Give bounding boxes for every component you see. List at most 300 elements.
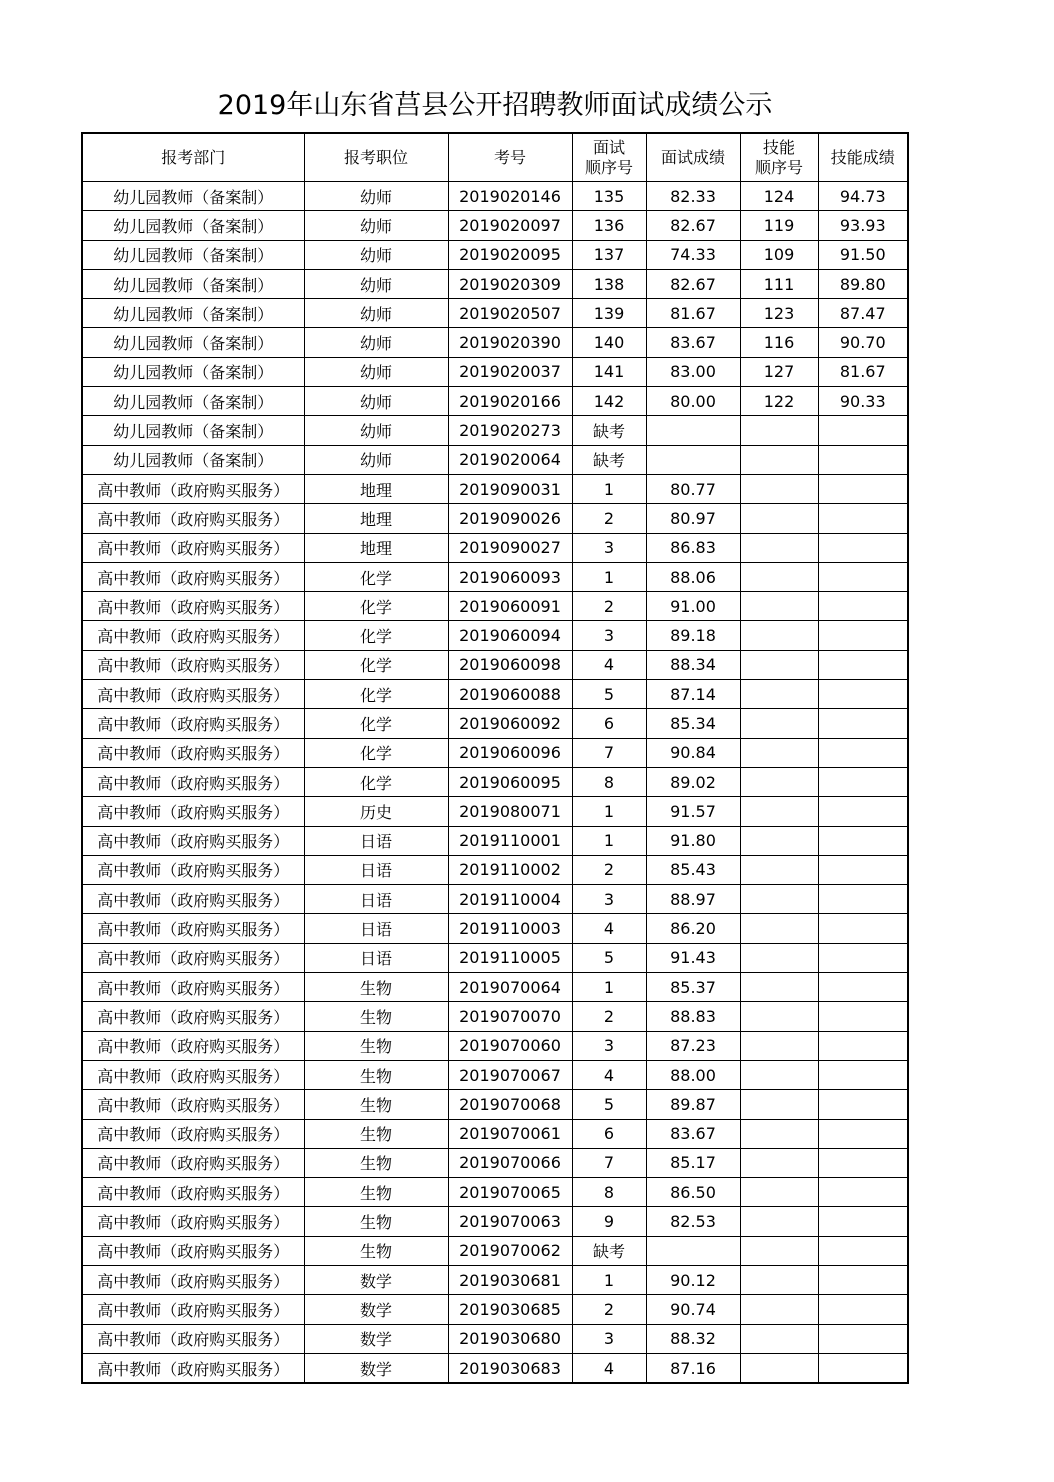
header-line: 报考部门 — [161, 147, 226, 167]
exam-number-cell: 2019110005 — [448, 943, 572, 972]
exam-number-cell: 2019070070 — [448, 1002, 572, 1031]
skill-score-cell — [818, 914, 908, 943]
dept-cell: 幼儿园教师（备案制） — [82, 240, 304, 269]
skill-order-cell — [740, 474, 818, 503]
interview-score-cell: 86.20 — [646, 914, 740, 943]
position-cell: 日语 — [304, 826, 448, 855]
position-cell: 生物 — [304, 1148, 448, 1177]
dept-cell: 高中教师（政府购买服务） — [82, 1178, 304, 1207]
table-row — [82, 474, 908, 503]
interview-order-cell: 2 — [572, 1295, 646, 1324]
skill-score-cell — [818, 474, 908, 503]
dept-cell: 高中教师（政府购买服务） — [82, 1353, 304, 1383]
skill-score-cell: 91.50 — [818, 240, 908, 269]
table-row — [82, 592, 908, 621]
skill-order-cell — [740, 1353, 818, 1383]
exam-number-cell: 2019110002 — [448, 855, 572, 884]
interview-score-cell: 83.00 — [646, 357, 740, 386]
interview-order-cell: 142 — [572, 387, 646, 416]
skill-score-cell — [818, 709, 908, 738]
exam-number-cell: 2019070063 — [448, 1207, 572, 1236]
dept-cell: 高中教师（政府购买服务） — [82, 1265, 304, 1294]
interview-order-cell: 137 — [572, 240, 646, 269]
skill-order-cell — [740, 533, 818, 562]
skill-order-cell: 124 — [740, 182, 818, 211]
interview-score-cell: 88.83 — [646, 1002, 740, 1031]
position-cell: 幼师 — [304, 240, 448, 269]
interview-order-cell: 5 — [572, 680, 646, 709]
interview-score-cell: 91.57 — [646, 797, 740, 826]
skill-score-cell — [818, 826, 908, 855]
dept-cell: 幼儿园教师（备案制） — [82, 211, 304, 240]
skill-order-cell — [740, 680, 818, 709]
exam-number-cell: 2019020390 — [448, 328, 572, 357]
exam-number-cell: 2019090027 — [448, 533, 572, 562]
exam-number-cell: 2019080071 — [448, 797, 572, 826]
position-cell: 幼师 — [304, 416, 448, 445]
skill-order-cell — [740, 1090, 818, 1119]
position-cell: 生物 — [304, 1178, 448, 1207]
dept-cell: 幼儿园教师（备案制） — [82, 445, 304, 474]
skill-score-cell — [818, 650, 908, 679]
position-cell: 地理 — [304, 533, 448, 562]
dept-cell: 高中教师（政府购买服务） — [82, 1002, 304, 1031]
position-cell: 生物 — [304, 1090, 448, 1119]
dept-cell: 高中教师（政府购买服务） — [82, 914, 304, 943]
interview-score-cell: 86.83 — [646, 533, 740, 562]
position-cell: 化学 — [304, 592, 448, 621]
position-cell: 日语 — [304, 885, 448, 914]
interview-order-cell: 141 — [572, 357, 646, 386]
skill-order-cell — [740, 1324, 818, 1353]
interview-order-cell: 1 — [572, 797, 646, 826]
skill-order-cell: 122 — [740, 387, 818, 416]
exam-number-cell: 2019070066 — [448, 1148, 572, 1177]
dept-cell: 高中教师（政府购买服务） — [82, 1207, 304, 1236]
interview-score-cell: 85.34 — [646, 709, 740, 738]
skill-score-cell — [818, 973, 908, 1002]
position-cell: 数学 — [304, 1265, 448, 1294]
exam-number-cell: 2019090031 — [448, 474, 572, 503]
table-body — [82, 182, 908, 1384]
skill-order-cell — [740, 621, 818, 650]
skill-order-cell — [740, 885, 818, 914]
skill-score-cell — [818, 1178, 908, 1207]
dept-cell: 高中教师（政府购买服务） — [82, 885, 304, 914]
table-row — [82, 738, 908, 767]
position-cell: 化学 — [304, 621, 448, 650]
exam-number-cell: 2019070060 — [448, 1031, 572, 1060]
skill-score-cell: 90.33 — [818, 387, 908, 416]
skill-order-cell — [740, 650, 818, 679]
skill-score-cell — [818, 943, 908, 972]
table-row — [82, 1324, 908, 1353]
position-cell: 幼师 — [304, 445, 448, 474]
header-line: 面试 — [592, 137, 625, 157]
interview-score-cell: 74.33 — [646, 240, 740, 269]
header-line: 面试成绩 — [660, 147, 725, 167]
dept-cell: 高中教师（政府购买服务） — [82, 1060, 304, 1089]
skill-score-cell — [818, 680, 908, 709]
header-line: 技能 — [762, 137, 795, 157]
interview-score-cell: 86.50 — [646, 1178, 740, 1207]
skill-score-cell — [818, 1207, 908, 1236]
score-table — [81, 132, 909, 1384]
table-row — [82, 562, 908, 591]
table-row — [82, 445, 908, 474]
dept-cell: 高中教师（政府购买服务） — [82, 738, 304, 767]
dept-cell: 高中教师（政府购买服务） — [82, 709, 304, 738]
skill-order-cell — [740, 767, 818, 796]
interview-score-cell: 87.14 — [646, 680, 740, 709]
interview-order-cell: 4 — [572, 914, 646, 943]
skill-order-cell — [740, 562, 818, 591]
table-header — [82, 133, 908, 182]
skill-order-cell — [740, 1148, 818, 1177]
interview-order-cell: 3 — [572, 1031, 646, 1060]
position-cell: 日语 — [304, 855, 448, 884]
column-header-skill-score — [818, 133, 908, 182]
interview-order-cell: 缺考 — [572, 416, 646, 445]
dept-cell: 幼儿园教师（备案制） — [82, 357, 304, 386]
interview-score-cell: 91.43 — [646, 943, 740, 972]
table-row — [82, 387, 908, 416]
dept-cell: 高中教师（政府购买服务） — [82, 650, 304, 679]
skill-score-cell: 93.93 — [818, 211, 908, 240]
skill-score-cell: 89.80 — [818, 269, 908, 298]
position-cell: 数学 — [304, 1353, 448, 1383]
interview-score-cell — [646, 416, 740, 445]
dept-cell: 高中教师（政府购买服务） — [82, 797, 304, 826]
dept-cell: 高中教师（政府购买服务） — [82, 767, 304, 796]
interview-order-cell: 5 — [572, 943, 646, 972]
table-row — [82, 1353, 908, 1383]
table-row — [82, 416, 908, 445]
position-cell: 化学 — [304, 680, 448, 709]
position-cell: 数学 — [304, 1295, 448, 1324]
interview-order-cell: 7 — [572, 1148, 646, 1177]
exam-number-cell: 2019070064 — [448, 973, 572, 1002]
dept-cell: 高中教师（政府购买服务） — [82, 973, 304, 1002]
skill-order-cell — [740, 855, 818, 884]
exam-number-cell: 2019030680 — [448, 1324, 572, 1353]
interview-order-cell: 3 — [572, 885, 646, 914]
position-cell: 幼师 — [304, 269, 448, 298]
skill-score-cell — [818, 504, 908, 533]
interview-score-cell: 82.67 — [646, 269, 740, 298]
position-cell: 化学 — [304, 650, 448, 679]
position-cell: 化学 — [304, 562, 448, 591]
skill-order-cell — [740, 1265, 818, 1294]
skill-score-cell — [818, 1148, 908, 1177]
position-cell: 日语 — [304, 943, 448, 972]
skill-order-cell: 127 — [740, 357, 818, 386]
table-row — [82, 240, 908, 269]
table-row — [82, 1236, 908, 1265]
table-row — [82, 1119, 908, 1148]
table-row — [82, 1090, 908, 1119]
skill-order-cell: 116 — [740, 328, 818, 357]
position-cell: 历史 — [304, 797, 448, 826]
skill-order-cell — [740, 1295, 818, 1324]
exam-number-cell: 2019020166 — [448, 387, 572, 416]
skill-order-cell — [740, 592, 818, 621]
interview-order-cell: 6 — [572, 1119, 646, 1148]
skill-order-cell — [740, 504, 818, 533]
interview-score-cell: 89.87 — [646, 1090, 740, 1119]
table-row — [82, 826, 908, 855]
skill-order-cell — [740, 1060, 818, 1089]
skill-score-cell: 94.73 — [818, 182, 908, 211]
position-cell: 化学 — [304, 767, 448, 796]
table-row — [82, 680, 908, 709]
position-cell: 地理 — [304, 474, 448, 503]
interview-score-cell: 88.97 — [646, 885, 740, 914]
interview-order-cell: 139 — [572, 299, 646, 328]
dept-cell: 幼儿园教师（备案制） — [82, 182, 304, 211]
interview-order-cell: 2 — [572, 504, 646, 533]
position-cell: 生物 — [304, 973, 448, 1002]
table-row — [82, 1060, 908, 1089]
skill-order-cell — [740, 1002, 818, 1031]
table-row — [82, 357, 908, 386]
skill-score-cell — [818, 885, 908, 914]
exam-number-cell: 2019060088 — [448, 680, 572, 709]
interview-score-cell: 89.02 — [646, 767, 740, 796]
table-row — [82, 1148, 908, 1177]
table-row — [82, 621, 908, 650]
dept-cell: 高中教师（政府购买服务） — [82, 562, 304, 591]
table-row — [82, 1002, 908, 1031]
interview-order-cell: 缺考 — [572, 1236, 646, 1265]
skill-order-cell: 123 — [740, 299, 818, 328]
dept-cell: 高中教师（政府购买服务） — [82, 621, 304, 650]
exam-number-cell: 2019110004 — [448, 885, 572, 914]
exam-number-cell: 2019020037 — [448, 357, 572, 386]
skill-order-cell — [740, 1178, 818, 1207]
skill-score-cell — [818, 592, 908, 621]
column-header-position — [304, 133, 448, 182]
exam-number-cell: 2019060096 — [448, 738, 572, 767]
interview-score-cell: 88.00 — [646, 1060, 740, 1089]
skill-order-cell: 119 — [740, 211, 818, 240]
position-cell: 幼师 — [304, 387, 448, 416]
dept-cell: 高中教师（政府购买服务） — [82, 1236, 304, 1265]
header-row — [82, 133, 908, 182]
skill-score-cell — [818, 1060, 908, 1089]
position-cell: 幼师 — [304, 211, 448, 240]
skill-score-cell — [818, 1324, 908, 1353]
exam-number-cell: 2019030683 — [448, 1353, 572, 1383]
interview-order-cell: 1 — [572, 562, 646, 591]
exam-number-cell: 2019020507 — [448, 299, 572, 328]
table-row — [82, 504, 908, 533]
position-cell: 化学 — [304, 738, 448, 767]
interview-score-cell: 87.23 — [646, 1031, 740, 1060]
exam-number-cell: 2019070068 — [448, 1090, 572, 1119]
position-cell: 化学 — [304, 709, 448, 738]
interview-score-cell: 82.53 — [646, 1207, 740, 1236]
interview-order-cell: 140 — [572, 328, 646, 357]
exam-number-cell: 2019020273 — [448, 416, 572, 445]
skill-score-cell — [818, 621, 908, 650]
skill-order-cell — [740, 914, 818, 943]
dept-cell: 高中教师（政府购买服务） — [82, 533, 304, 562]
skill-order-cell: 109 — [740, 240, 818, 269]
interview-order-cell: 138 — [572, 269, 646, 298]
skill-order-cell — [740, 709, 818, 738]
interview-score-cell: 80.00 — [646, 387, 740, 416]
skill-order-cell — [740, 826, 818, 855]
interview-score-cell: 83.67 — [646, 328, 740, 357]
interview-score-cell: 85.43 — [646, 855, 740, 884]
position-cell: 生物 — [304, 1060, 448, 1089]
interview-order-cell: 6 — [572, 709, 646, 738]
exam-number-cell: 2019020064 — [448, 445, 572, 474]
column-header-skill-order — [740, 133, 818, 182]
table-row — [82, 1265, 908, 1294]
exam-number-cell: 2019070061 — [448, 1119, 572, 1148]
interview-score-cell: 90.84 — [646, 738, 740, 767]
interview-order-cell: 7 — [572, 738, 646, 767]
dept-cell: 高中教师（政府购买服务） — [82, 1324, 304, 1353]
dept-cell: 高中教师（政府购买服务） — [82, 1119, 304, 1148]
skill-order-cell — [740, 797, 818, 826]
dept-cell: 高中教师（政府购买服务） — [82, 680, 304, 709]
interview-score-cell — [646, 1236, 740, 1265]
skill-score-cell — [818, 1090, 908, 1119]
skill-order-cell — [740, 1236, 818, 1265]
skill-order-cell — [740, 1119, 818, 1148]
table-row — [82, 1031, 908, 1060]
position-cell: 日语 — [304, 914, 448, 943]
skill-order-cell — [740, 738, 818, 767]
dept-cell: 高中教师（政府购买服务） — [82, 592, 304, 621]
interview-score-cell: 88.32 — [646, 1324, 740, 1353]
skill-order-cell — [740, 1031, 818, 1060]
table-row — [82, 943, 908, 972]
dept-cell: 高中教师（政府购买服务） — [82, 1031, 304, 1060]
skill-score-cell — [818, 533, 908, 562]
table-row — [82, 211, 908, 240]
skill-order-cell: 111 — [740, 269, 818, 298]
interview-score-cell: 85.17 — [646, 1148, 740, 1177]
interview-score-cell: 80.77 — [646, 474, 740, 503]
skill-score-cell — [818, 416, 908, 445]
interview-score-cell: 91.00 — [646, 592, 740, 621]
position-cell: 幼师 — [304, 357, 448, 386]
exam-number-cell: 2019070062 — [448, 1236, 572, 1265]
column-header-dept — [82, 133, 304, 182]
skill-order-cell — [740, 416, 818, 445]
exam-number-cell: 2019060095 — [448, 767, 572, 796]
exam-number-cell: 2019070067 — [448, 1060, 572, 1089]
interview-order-cell: 4 — [572, 650, 646, 679]
interview-order-cell: 3 — [572, 533, 646, 562]
skill-score-cell — [818, 855, 908, 884]
interview-score-cell: 82.67 — [646, 211, 740, 240]
page-title: 2019年山东省莒县公开招聘教师面试成绩公示 — [217, 90, 773, 121]
interview-order-cell: 1 — [572, 474, 646, 503]
interview-order-cell: 8 — [572, 767, 646, 796]
exam-number-cell: 2019110001 — [448, 826, 572, 855]
skill-order-cell — [740, 973, 818, 1002]
table-row — [82, 650, 908, 679]
interview-order-cell: 136 — [572, 211, 646, 240]
skill-score-cell — [818, 1031, 908, 1060]
column-header-exam-number — [448, 133, 572, 182]
position-cell: 生物 — [304, 1002, 448, 1031]
skill-score-cell — [818, 1295, 908, 1324]
skill-score-cell: 90.70 — [818, 328, 908, 357]
table-row — [82, 182, 908, 211]
header-line: 技能成绩 — [830, 147, 895, 167]
position-cell: 生物 — [304, 1119, 448, 1148]
skill-score-cell — [818, 562, 908, 591]
dept-cell: 幼儿园教师（备案制） — [82, 269, 304, 298]
skill-score-cell — [818, 1353, 908, 1383]
interview-order-cell: 8 — [572, 1178, 646, 1207]
skill-score-cell — [818, 1002, 908, 1031]
table-row — [82, 973, 908, 1002]
dept-cell: 高中教师（政府购买服务） — [82, 504, 304, 533]
skill-score-cell — [818, 1119, 908, 1148]
interview-order-cell: 2 — [572, 1002, 646, 1031]
position-cell: 幼师 — [304, 328, 448, 357]
interview-score-cell: 82.33 — [646, 182, 740, 211]
interview-order-cell: 135 — [572, 182, 646, 211]
dept-cell: 高中教师（政府购买服务） — [82, 1295, 304, 1324]
dept-cell: 高中教师（政府购买服务） — [82, 474, 304, 503]
exam-number-cell: 2019020097 — [448, 211, 572, 240]
interview-score-cell — [646, 445, 740, 474]
skill-score-cell — [818, 445, 908, 474]
interview-order-cell: 3 — [572, 1324, 646, 1353]
exam-number-cell: 2019110003 — [448, 914, 572, 943]
interview-score-cell: 87.16 — [646, 1353, 740, 1383]
table-row — [82, 855, 908, 884]
table-row — [82, 1178, 908, 1207]
table-row — [82, 767, 908, 796]
table-row — [82, 1295, 908, 1324]
skill-order-cell — [740, 445, 818, 474]
interview-score-cell: 88.34 — [646, 650, 740, 679]
skill-score-cell — [818, 767, 908, 796]
exam-number-cell: 2019030685 — [448, 1295, 572, 1324]
position-cell: 数学 — [304, 1324, 448, 1353]
dept-cell: 高中教师（政府购买服务） — [82, 826, 304, 855]
exam-number-cell: 2019030681 — [448, 1265, 572, 1294]
skill-score-cell — [818, 1265, 908, 1294]
table-row — [82, 914, 908, 943]
dept-cell: 幼儿园教师（备案制） — [82, 328, 304, 357]
skill-order-cell — [740, 943, 818, 972]
interview-order-cell: 3 — [572, 621, 646, 650]
exam-number-cell: 2019060094 — [448, 621, 572, 650]
skill-score-cell — [818, 797, 908, 826]
dept-cell: 高中教师（政府购买服务） — [82, 1148, 304, 1177]
interview-score-cell: 88.06 — [646, 562, 740, 591]
column-header-interview-score — [646, 133, 740, 182]
skill-score-cell — [818, 738, 908, 767]
dept-cell: 幼儿园教师（备案制） — [82, 387, 304, 416]
header-line: 报考职位 — [343, 147, 408, 167]
interview-score-cell: 89.18 — [646, 621, 740, 650]
position-cell: 生物 — [304, 1236, 448, 1265]
interview-order-cell: 1 — [572, 1265, 646, 1294]
interview-order-cell: 4 — [572, 1353, 646, 1383]
interview-score-cell: 90.74 — [646, 1295, 740, 1324]
